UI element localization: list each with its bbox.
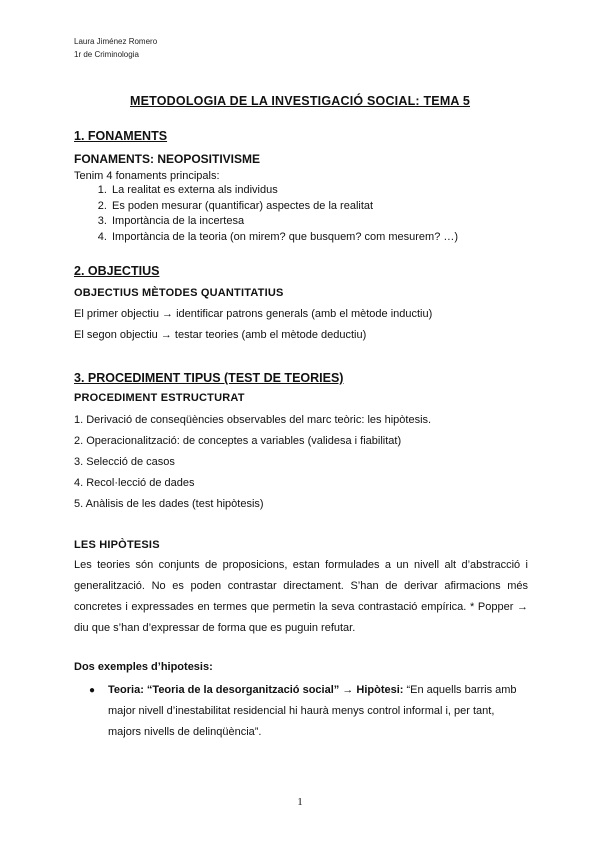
procedure-step: 5. Anàlisis de les dades (test hipòtesis): [74, 498, 264, 510]
hypotheses-paragraph: Les teories són conjunts de proposicions, estan formulades a un nivell alt d’abstracció i generalització. No es poden contrastar directament. S’han de derivar afirmacions més concretes i expressades en termes que permetin la seva contrastació empírica. * Popper → diu que s’han d’expressar de forma que es puguin refutar.: [74, 559, 528, 634]
section-2-heading: 2. OBJECTIUS: [74, 264, 160, 278]
list-item: 1. La realitat es externa als individus: [110, 183, 458, 199]
section-2-subheading: OBJECTIUS MÈTODES QUANTITATIUS: [74, 287, 284, 299]
document-title: METODOLOGIA DE LA INVESTIGACIÓ SOCIAL: TEMA 5: [129, 94, 471, 108]
objective-line: El segon objectiu → testar teories (amb el mètode deductiu): [74, 329, 367, 341]
fonaments-list: [88, 183, 458, 245]
hypothesis-text: “En aquells barris amb major nivell d’inestabilitat residencial hi haurà menys control informal i, per tant, majors nivells de delinqüència”.: [108, 684, 517, 738]
header-author: Laura Jiménez Romero: [74, 37, 158, 46]
header-course: 1r de Criminologia: [74, 50, 139, 59]
procedure-step: 4. Recol·lecció de dades: [74, 477, 195, 489]
hypothesis-example: [108, 680, 528, 743]
section-1-intro: Tenim 4 fonaments principals:: [74, 170, 220, 182]
procedure-step: 1. Derivació de conseqüències observables del marc teòric: les hipòtesis.: [74, 414, 432, 426]
examples-heading: Dos exemples d’hipotesis:: [74, 661, 213, 673]
page-number: 1: [297, 796, 303, 808]
procedure-step: 2. Operacionalització: de conceptes a variables (validesa i fiabilitat): [74, 435, 402, 447]
objective-line: El primer objectiu → identificar patrons generals (amb el mètode inductiu): [74, 308, 433, 320]
bullet-icon: ●: [89, 685, 96, 696]
procedure-step: 3. Selecció de casos: [74, 456, 175, 468]
section-3-heading: 3. PROCEDIMENT TIPUS (TEST DE TEORIES): [74, 371, 344, 385]
list-item: 2. Es poden mesurar (quantificar) aspectes de la realitat: [110, 199, 458, 215]
section-1-subheading: FONAMENTS: NEOPOSITIVISME: [74, 152, 261, 166]
list-item: 3. Importància de la incertesa: [110, 214, 458, 230]
hypotheses-heading: LES HIPÒTESIS: [74, 539, 160, 551]
section-1-heading: 1. FONAMENTS: [74, 129, 168, 143]
theory-label: Teoria: “Teoria de la desorganització social” → Hipòtesi:: [108, 684, 404, 696]
list-item: 4. Importància de la teoria (on mirem? que busquem? com mesurem? …): [110, 230, 458, 246]
section-3-subheading: PROCEDIMENT ESTRUCTURAT: [74, 392, 245, 404]
